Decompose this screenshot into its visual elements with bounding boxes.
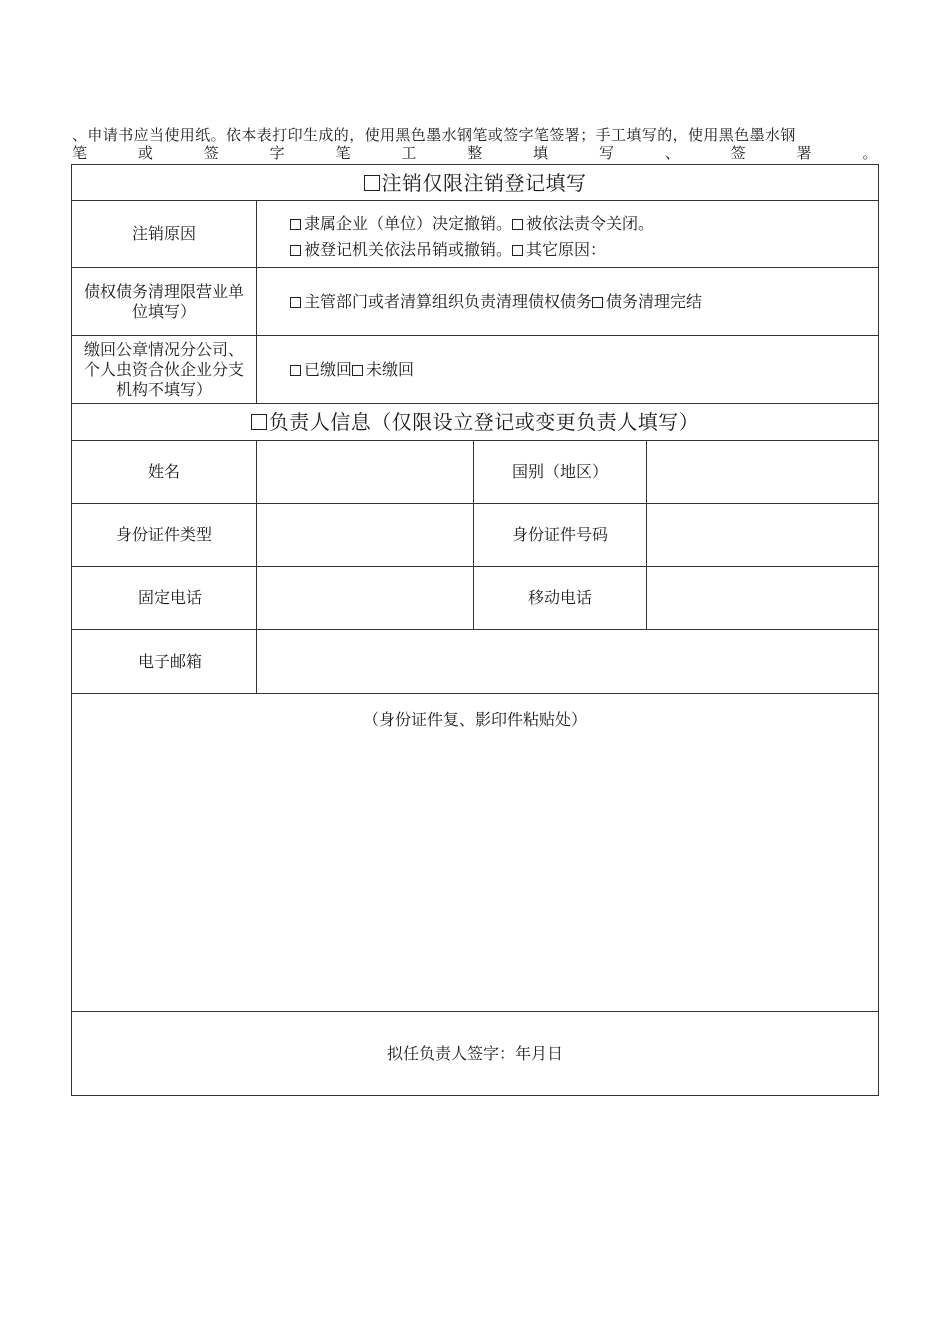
country-label: 国别（地区） — [511, 462, 608, 481]
email-label: 电子邮箱 — [137, 651, 202, 671]
reason-label: 注销原因 — [131, 224, 196, 243]
checkbox-icon[interactable] — [512, 219, 523, 230]
id-copy-label: （身份证件复、影印件粘贴处） — [362, 710, 587, 729]
principal-title-text: 负责人信息（仅限设立登记或变更负责人填写） — [268, 410, 700, 434]
intro-char: 写 — [599, 144, 615, 162]
intro-instruction-line2 — [72, 144, 878, 162]
name-field[interactable] — [257, 441, 473, 503]
phone-label: 固定电话 — [137, 588, 202, 607]
intro-char: 工 — [401, 144, 417, 162]
checkbox-icon[interactable] — [290, 245, 301, 256]
id-number-label: 身份证件号码 — [511, 525, 608, 544]
signature-label: 拟任负责人签字：年月日 — [386, 1043, 563, 1063]
id-type-field[interactable] — [257, 504, 473, 566]
checkbox-icon[interactable] — [290, 219, 301, 230]
checkbox-icon[interactable] — [290, 365, 301, 376]
intro-char: 字 — [269, 144, 286, 162]
intro-char: 签 — [203, 144, 220, 162]
country-field[interactable] — [647, 441, 878, 503]
reason-option: 被登记机关依法吊销或撤销。 — [304, 240, 513, 259]
mobile-label: 移动电话 — [527, 588, 592, 607]
reason-option: 其它原因： — [526, 240, 607, 259]
seal-option: 已缴回 — [304, 359, 353, 379]
debt-option: 债务清理完结 — [606, 291, 703, 311]
debt-label: 债权债务清理限营业单位填写） — [83, 281, 244, 321]
reason-options-line1 — [290, 214, 654, 234]
debt-option: 主管部门或者清算组织负责清理债权债务 — [304, 291, 593, 311]
intro-char: 、 — [664, 144, 681, 162]
intro-char: 笔 — [72, 144, 88, 162]
intro-char: 签 — [730, 144, 747, 162]
mobile-field[interactable] — [647, 567, 878, 629]
intro-char: 。 — [862, 144, 878, 162]
intro-char: 整 — [467, 144, 483, 162]
id-number-field[interactable] — [647, 504, 878, 566]
registration-form-table — [71, 164, 879, 1096]
intro-char: 或 — [137, 144, 154, 162]
checkbox-icon[interactable] — [364, 175, 380, 191]
id-copy-paste-area — [72, 694, 878, 1011]
checkbox-icon[interactable] — [251, 414, 267, 430]
checkbox-icon[interactable] — [352, 365, 363, 376]
reason-option: 被依法责令关闭。 — [526, 214, 655, 233]
debt-options — [290, 268, 870, 335]
reason-option: 隶属企业（单位）决定撤销。 — [304, 214, 513, 233]
seal-option: 未缴回 — [366, 359, 415, 379]
seal-options — [290, 336, 870, 403]
principal-section-title — [72, 404, 878, 440]
intro-char: 署 — [796, 144, 813, 162]
name-label: 姓名 — [147, 462, 180, 481]
checkbox-icon[interactable] — [592, 297, 603, 308]
id-type-label: 身份证件类型 — [115, 525, 212, 544]
checkbox-icon[interactable] — [290, 297, 301, 308]
intro-instruction-line1: 、申请书应当使用纸。依本表打印生成的，使用黑色墨水钢笔或签字笔签署；手工填写的，使用黑色墨水钢 — [72, 126, 796, 144]
checkbox-icon[interactable] — [512, 245, 523, 256]
seal-label: 缴回公章情况分公司、个人虫资合伙企业分支机构不填写） — [83, 339, 244, 399]
signature-area[interactable] — [72, 1012, 878, 1095]
reason-options — [290, 207, 870, 267]
reason-options-line2 — [290, 240, 606, 260]
intro-char: 笔 — [335, 144, 351, 162]
intro-char: 填 — [533, 144, 549, 162]
column-divider — [256, 200, 257, 403]
cancellation-section-title — [72, 165, 878, 200]
email-field[interactable] — [257, 630, 878, 693]
phone-field[interactable] — [257, 567, 473, 629]
cancellation-title-text: 注销仅限注销登记填写 — [381, 170, 587, 195]
